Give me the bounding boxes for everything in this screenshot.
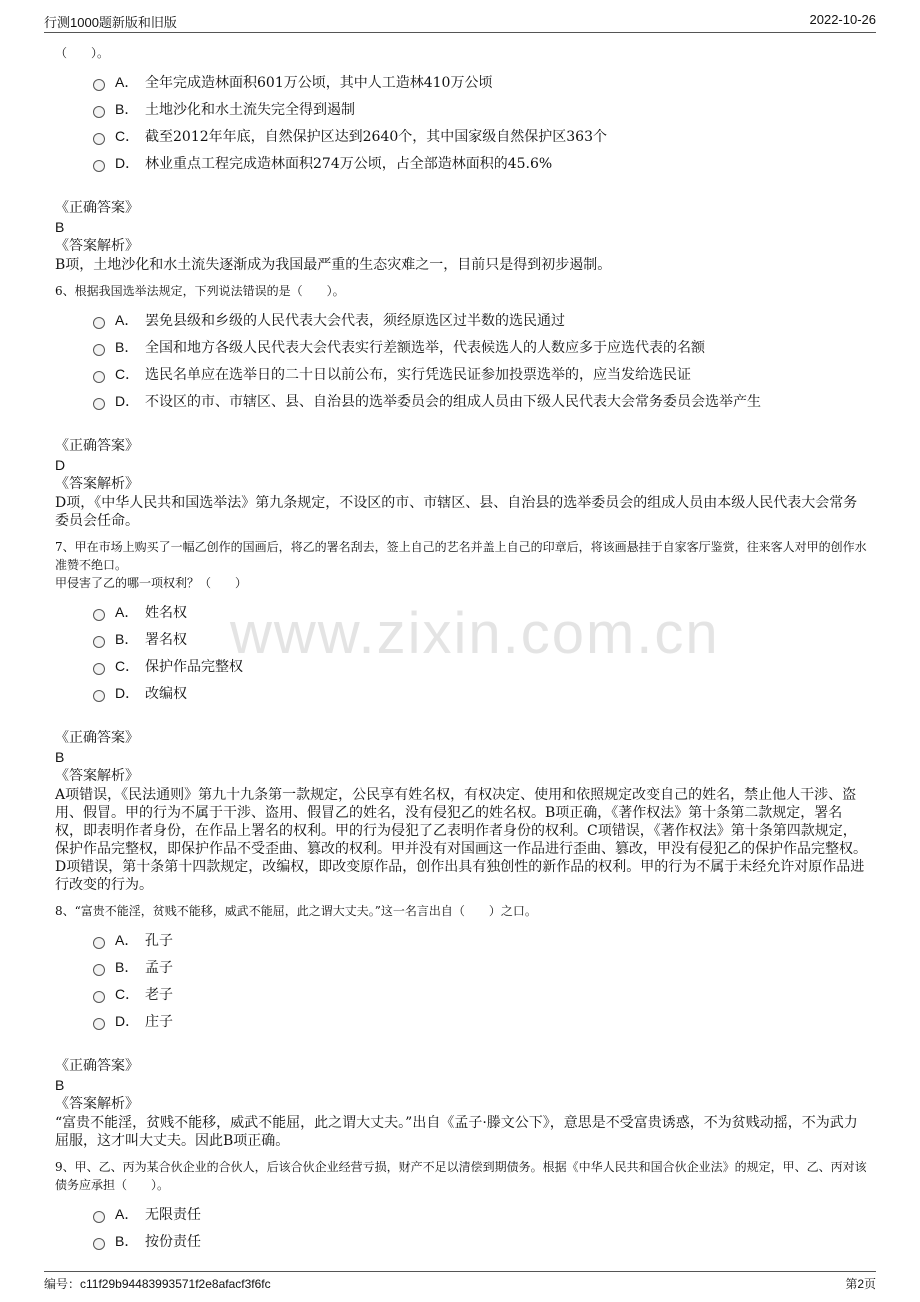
option-text: 全国和地方各级人民代表大会代表实行差额选举，代表候选人的人数应多于应选代表的名额 bbox=[145, 339, 705, 356]
q6-option-d[interactable] bbox=[55, 387, 867, 414]
page-number: 第2页 bbox=[845, 1277, 876, 1291]
option-text: 老子 bbox=[145, 986, 173, 1003]
option-text: 全年完成造林面积601万公顷，其中人工造林410万公顷 bbox=[145, 74, 493, 91]
option-letter: A． bbox=[115, 311, 139, 328]
watermark: www.zixin.com.cn bbox=[230, 601, 720, 666]
q8-option-b[interactable] bbox=[55, 953, 867, 980]
radio-button-icon[interactable] bbox=[93, 937, 105, 949]
option-text: 庄子 bbox=[145, 1013, 173, 1030]
option-letter: C． bbox=[115, 985, 140, 1002]
question-prompt: 甲侵害了乙的哪一项权利？（ ） bbox=[55, 576, 248, 590]
q8-option-a[interactable] bbox=[55, 926, 867, 953]
option-text: 林业重点工程完成造林面积274万公顷，占全部造林面积的45.6% bbox=[145, 155, 553, 172]
option-letter: B． bbox=[115, 100, 139, 117]
correct-answer: B bbox=[55, 219, 65, 235]
q5-option-b[interactable] bbox=[55, 95, 867, 122]
document-title: 行测1000题新版和旧版 bbox=[44, 15, 177, 30]
option-text: 孟子 bbox=[145, 959, 173, 976]
radio-button-icon[interactable] bbox=[93, 106, 105, 118]
q5-option-c[interactable] bbox=[55, 122, 867, 149]
option-letter: D． bbox=[115, 154, 140, 171]
correct-answer: B bbox=[55, 1077, 65, 1093]
page-header bbox=[44, 12, 876, 33]
option-letter: B． bbox=[115, 958, 139, 975]
page-content bbox=[55, 44, 867, 1254]
q9-option-b[interactable] bbox=[55, 1227, 867, 1254]
correct-answer: B bbox=[55, 749, 65, 765]
correct-answer: D bbox=[55, 457, 66, 473]
q8-option-d[interactable] bbox=[55, 1007, 867, 1034]
option-letter: C． bbox=[115, 657, 140, 674]
option-letter: B． bbox=[115, 338, 139, 355]
radio-button-icon[interactable] bbox=[93, 991, 105, 1003]
explanation-text: D项，《中华人民共和国选举法》第九条规定，不设区的市、市辖区、县、自治县的选举委员会的组成人员由本级人民代表大会常务委员会任命。 bbox=[55, 495, 858, 529]
radio-button-icon[interactable] bbox=[93, 690, 105, 702]
q6-option-a[interactable] bbox=[55, 306, 867, 333]
correct-answer-label: 《正确答案》 bbox=[55, 1058, 139, 1074]
radio-button-icon[interactable] bbox=[93, 609, 105, 621]
explanation-text: A项错误，《民法通则》第九十九条第一款规定，公民享有姓名权，有权决定、使用和依照规定改变自己的姓名，禁止他人干涉、盗用、假冒。甲的行为不属于干涉、盗用、假冒乙的姓名，没有侵犯乙的姓名权。B项正确，《著作权法》第十条第二款规定，署名权，即表明作者身份，在作品上署名的权利。甲的行为侵犯了乙表明作者身份的权利。C项错误，《著作权法》第十条第四款规定，保护作品完整权，即保护作品不受歪曲、篡改的权利。甲并没有对国画这一作品进行歪曲、篡改，甲没有侵犯乙的保护作品完整权。D项错误，第十条第十四款规定，改编权，即改变原作品，创作出具有独创性的新作品的权利。甲的行为不属于未经允许对原作品进行改变的行为。 bbox=[55, 787, 867, 893]
option-text: 无限责任 bbox=[145, 1206, 201, 1223]
document-date: 2022-10-26 bbox=[809, 12, 876, 27]
q6-option-c[interactable] bbox=[55, 360, 867, 387]
option-letter: A． bbox=[115, 931, 139, 948]
radio-button-icon[interactable] bbox=[93, 964, 105, 976]
explanation-label: 《答案解析》 bbox=[55, 768, 139, 784]
q7-option-a[interactable] bbox=[55, 598, 867, 625]
explanation-label: 《答案解析》 bbox=[55, 238, 139, 254]
correct-answer-label: 《正确答案》 bbox=[55, 730, 139, 746]
option-letter: B． bbox=[115, 1232, 139, 1249]
question-text: 7、甲在市场上购买了一幅乙创作的国画后，将乙的署名刮去，签上自己的艺名并盖上自己的印章后，将该画悬挂于自家客厅鉴赏，往来客人对甲的创作水准赞不绝口。 bbox=[55, 540, 867, 572]
radio-button-icon[interactable] bbox=[93, 79, 105, 91]
radio-button-icon[interactable] bbox=[93, 1238, 105, 1250]
q8-option-c[interactable] bbox=[55, 980, 867, 1007]
q5-option-a[interactable] bbox=[55, 68, 867, 95]
option-letter: A． bbox=[115, 603, 139, 620]
option-text: 选民名单应在选举日的二十日以前公布，实行凭选民证参加投票选举的，应当发给选民证 bbox=[145, 366, 691, 383]
explanation-text: “富贵不能淫，贫贱不能移，威武不能屈，此之谓大丈夫。”出自《孟子·滕文公下》，意思是不受富贵诱惑，不为贫贱动摇，不为武力屈服，这才叫大丈夫。因此B项正确。 bbox=[55, 1115, 858, 1149]
explanation-label: 《答案解析》 bbox=[55, 1096, 139, 1112]
option-letter: A． bbox=[115, 73, 139, 90]
document-id: 编号：c11f29b94483993571f2e8afacf3f6fc bbox=[44, 1277, 271, 1291]
question-text: 6、根据我国选举法规定，下列说法错误的是（ ）。 bbox=[55, 284, 345, 298]
option-letter: C． bbox=[115, 127, 140, 144]
explanation-label: 《答案解析》 bbox=[55, 476, 139, 492]
option-text: 署名权 bbox=[145, 631, 187, 648]
option-text: 改编权 bbox=[145, 685, 187, 702]
question-5-continuation: （ ）。 bbox=[55, 46, 110, 60]
radio-button-icon[interactable] bbox=[93, 1018, 105, 1030]
radio-button-icon[interactable] bbox=[93, 663, 105, 675]
option-letter: A． bbox=[115, 1205, 139, 1222]
option-letter: D． bbox=[115, 1012, 140, 1029]
radio-button-icon[interactable] bbox=[93, 344, 105, 356]
option-text: 保护作品完整权 bbox=[145, 658, 243, 675]
option-text: 姓名权 bbox=[145, 604, 187, 621]
question-5 bbox=[55, 44, 867, 274]
radio-button-icon[interactable] bbox=[93, 1211, 105, 1223]
q7-option-b[interactable] bbox=[55, 625, 867, 652]
question-text: 9、甲、乙、丙为某合伙企业的合伙人，后该合伙企业经营亏损，财产不足以清偿到期债务。根据《中华人民共和国合伙企业法》的规定，甲、乙、丙对该债务应承担（ ）。 bbox=[55, 1160, 867, 1192]
question-6 bbox=[55, 282, 867, 530]
radio-button-icon[interactable] bbox=[93, 133, 105, 145]
correct-answer-label: 《正确答案》 bbox=[55, 200, 139, 216]
option-text: 罢免县级和乡级的人民代表大会代表，须经原选区过半数的选民通过 bbox=[145, 312, 565, 329]
radio-button-icon[interactable] bbox=[93, 398, 105, 410]
q7-option-c[interactable] bbox=[55, 652, 867, 679]
option-text: 不设区的市、市辖区、县、自治县的选举委员会的组成人员由下级人民代表大会常务委员会选举产生 bbox=[145, 393, 761, 410]
question-8 bbox=[55, 902, 867, 1150]
option-letter: D． bbox=[115, 392, 140, 409]
option-letter: C． bbox=[115, 365, 140, 382]
radio-button-icon[interactable] bbox=[93, 317, 105, 329]
radio-button-icon[interactable] bbox=[93, 636, 105, 648]
q6-option-b[interactable] bbox=[55, 333, 867, 360]
option-text: 截至2012年年底，自然保护区达到2640个，其中国家级自然保护区363个 bbox=[145, 128, 607, 145]
radio-button-icon[interactable] bbox=[93, 160, 105, 172]
q7-option-d[interactable] bbox=[55, 679, 867, 706]
explanation-text: B项，土地沙化和水土流失逐渐成为我国最严重的生态灾难之一，目前只是得到初步遏制。 bbox=[55, 257, 612, 273]
option-letter: B． bbox=[115, 630, 139, 647]
option-letter: D． bbox=[115, 684, 140, 701]
q5-option-d[interactable] bbox=[55, 149, 867, 176]
q9-option-a[interactable] bbox=[55, 1200, 867, 1227]
correct-answer-label: 《正确答案》 bbox=[55, 438, 139, 454]
option-text: 孔子 bbox=[145, 932, 173, 949]
option-text: 土地沙化和水土流失完全得到遏制 bbox=[145, 101, 355, 118]
question-7 bbox=[55, 538, 867, 894]
radio-button-icon[interactable] bbox=[93, 371, 105, 383]
question-9 bbox=[55, 1158, 867, 1254]
page-footer bbox=[44, 1271, 876, 1292]
option-text: 按份责任 bbox=[145, 1233, 201, 1250]
question-text: 8、“富贵不能淫，贫贱不能移，威武不能屈，此之谓大丈夫。”这一名言出自（ ）之口。 bbox=[55, 904, 537, 918]
